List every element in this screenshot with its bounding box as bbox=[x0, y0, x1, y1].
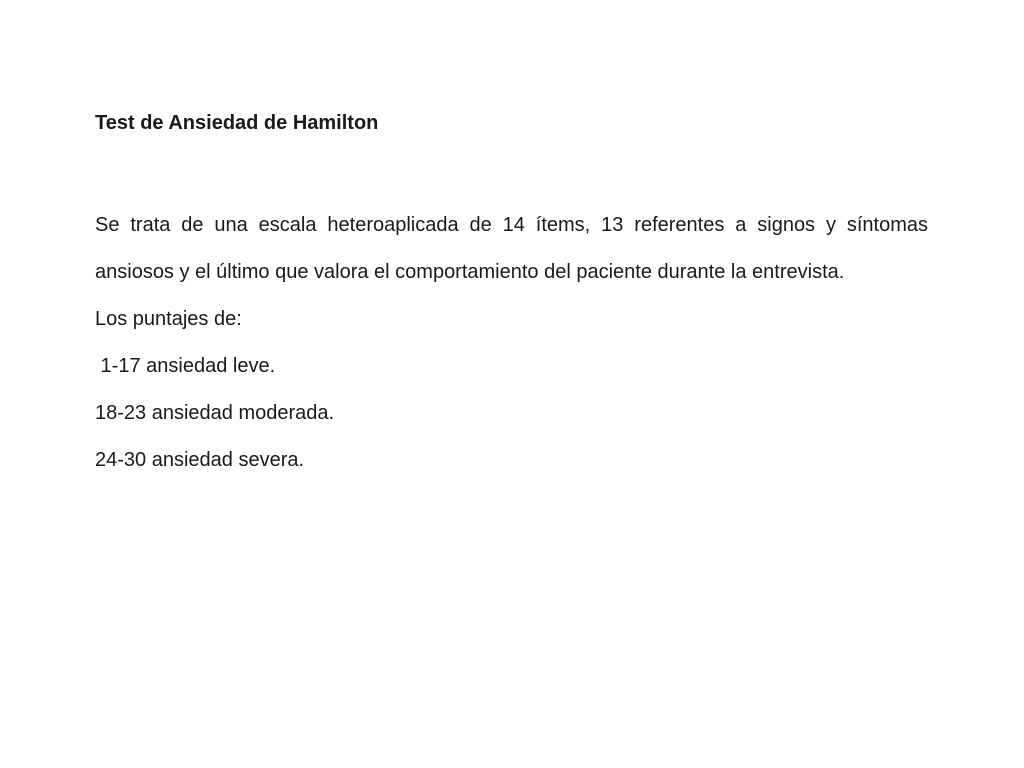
score-range-severe: 24-30 ansiedad severa. bbox=[95, 449, 305, 471]
slide-content bbox=[95, 108, 928, 484]
score-range-mild: 1-17 ansiedad leve. bbox=[95, 355, 276, 377]
description-paragraph: Se trata de una escala heteroaplicada de 14 ítems, 13 referentes a signos y síntomas ansiosos y el último que valora el comportamiento del paciente durante la entrevista. bbox=[95, 214, 928, 283]
document-title: Test de Ansiedad de Hamilton bbox=[95, 112, 379, 134]
scores-intro: Los puntajes de: bbox=[95, 308, 242, 330]
spacer bbox=[95, 138, 928, 202]
score-range-moderate: 18-23 ansiedad moderada. bbox=[95, 402, 335, 424]
